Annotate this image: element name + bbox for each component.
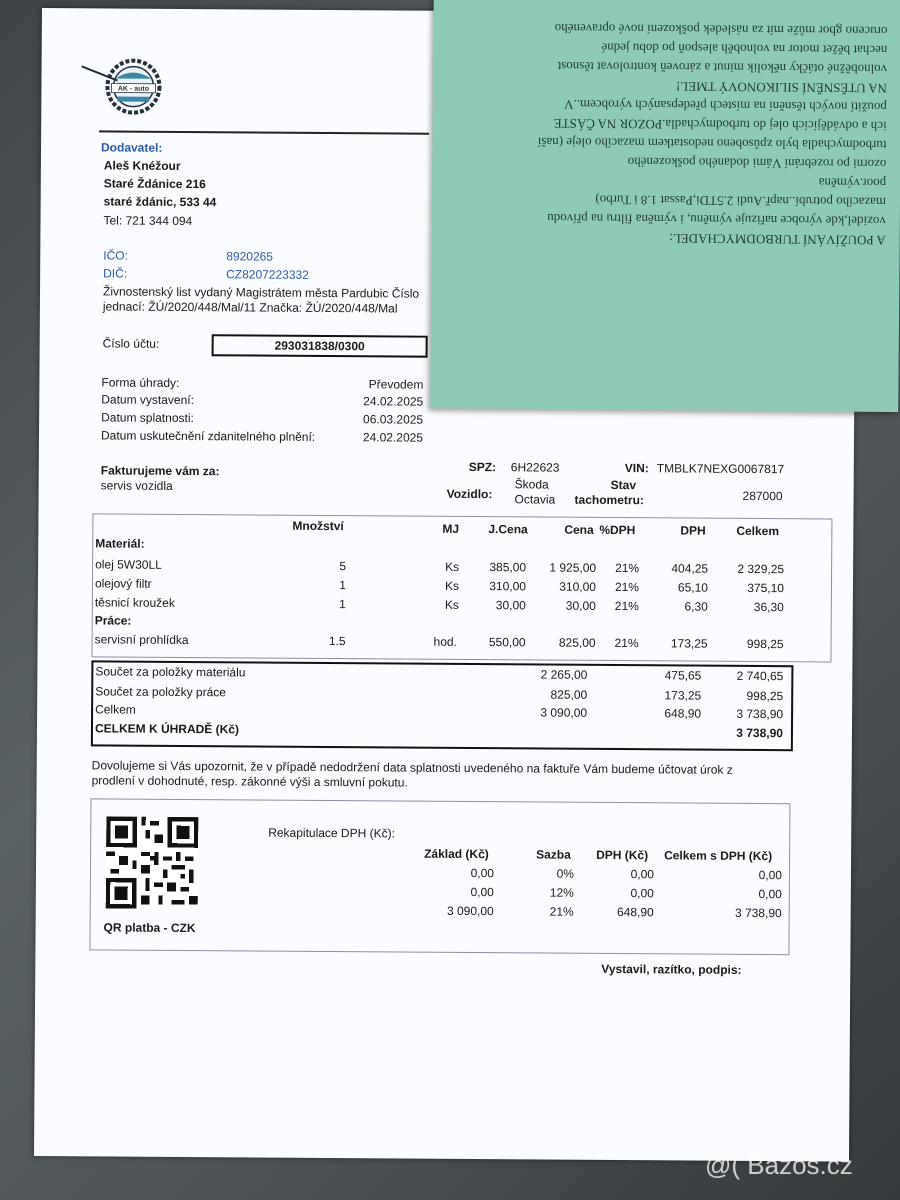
license-line-1: Živnostenský list vydaný Magistrátem města Pardubic Číslo	[102, 284, 420, 301]
item-name: olej 5W30LL	[95, 557, 162, 572]
summary-vat: 648,90	[664, 706, 702, 721]
note-line: ich a odvádějících olej do turbodmychadla.POZOR NA ČÁSTE	[553, 116, 887, 134]
col-unit-price: J.Cena	[488, 522, 528, 537]
notice-line-1: Dovolujeme si Vás upozornit, že v případě nedodržení data splatnosti uvedeného na faktuře Vám budeme účtovat úrok z	[91, 758, 733, 777]
col-vat-pct: %DPH	[599, 522, 636, 538]
item-qty: 5	[339, 559, 347, 574]
account-number: 293031838/0300	[274, 338, 365, 354]
qr-label: QR platba - CZK	[103, 920, 196, 936]
taxable-label: Datum uskutečnění zdanitelného plnění:	[100, 428, 316, 444]
item-name: olejový filtr	[94, 576, 152, 591]
recap-base: 0,00	[470, 866, 495, 881]
item-price: 1 925,00	[549, 560, 597, 575]
item-unit: 30,00	[495, 598, 526, 613]
col-qty: Množství	[292, 518, 344, 534]
recap-col-total: Celkem s DPH (Kč)	[664, 848, 773, 864]
note-line: NA UTĚSNĚNÍ SILIKONOVÝ TMEL!	[675, 79, 888, 96]
vin-value: TMBLK7NEXG0067817	[656, 461, 785, 477]
signature-label: Vystavil, razítko, podpis:	[601, 961, 742, 977]
item-vat: 6,30	[684, 599, 708, 614]
recap-col-rate: Sazba	[536, 847, 571, 862]
payment-form: Převodem	[368, 377, 424, 392]
vin-label: VIN:	[624, 461, 649, 476]
grand-total-value: 3 738,90	[736, 725, 784, 741]
license-line-2: jednací: ŽÚ/2020/448/Mal/11 Značka: ŽÚ/2020/448/Mal	[102, 299, 398, 316]
material-section: Materiál:	[95, 536, 145, 551]
item-total: 998,25	[746, 636, 784, 652]
issued-label: Datum vystavení:	[101, 392, 195, 408]
note-line: volnoběžné otáčky několik minut a zároveň kontrolovat těsnost	[557, 59, 888, 77]
spz-label: SPZ:	[468, 459, 497, 475]
summary-label: Součet za položky práce	[95, 684, 227, 700]
summary-base: 825,00	[550, 687, 588, 702]
invoice-for-label: Fakturujeme vám za:	[100, 463, 220, 479]
account-box	[212, 334, 428, 358]
recap-rate: 21%	[549, 904, 574, 919]
due-date: 06.03.2025	[363, 412, 424, 427]
recap-vat: 0,00	[630, 886, 654, 901]
item-unit: 310,00	[489, 579, 527, 594]
recap-vat: 0,00	[630, 867, 655, 882]
item-total: 2 329,25	[737, 561, 785, 577]
note-line: ozorni po rozebrání Vámi dodaného poškozeného	[627, 154, 887, 172]
spz-value: 6H22623	[510, 460, 560, 475]
work-section: Práce:	[94, 613, 132, 628]
recap-col-base: Základ (Kč)	[424, 846, 489, 862]
item-vat-pct: 21%	[614, 636, 639, 651]
recap-total: 0,00	[758, 887, 782, 902]
recap-vat: 648,90	[616, 905, 654, 920]
note-line: nechat běžet motor na volnoběh alespoň po dobu jedné	[601, 40, 888, 58]
col-price: Cena	[564, 522, 594, 537]
dic-label: DIČ:	[103, 266, 128, 281]
summary-total: 998,25	[746, 688, 784, 704]
item-total: 36,30	[753, 599, 784, 615]
summary-total: 2 740,65	[736, 668, 784, 684]
recap-total: 3 738,90	[734, 905, 782, 921]
due-label: Datum splatnosti:	[101, 410, 194, 426]
item-price: 825,00	[558, 635, 596, 650]
item-price: 310,00	[559, 579, 597, 594]
vat-recap-title: Rekapitulace DPH (Kč):	[268, 825, 396, 841]
item-vat-pct: 21%	[614, 580, 640, 595]
dic-value: CZ8207223332	[226, 267, 309, 282]
summary-base: 3 090,00	[540, 705, 588, 720]
recap-col-vat: DPH (Kč)	[596, 847, 649, 863]
item-qty: 1.5	[328, 634, 346, 649]
qr-code-icon	[106, 816, 199, 909]
item-vat: 65,10	[677, 580, 709, 595]
note-line: poor.výměna	[818, 175, 887, 191]
recap-total: 0,00	[758, 868, 783, 883]
ak-auto-logo	[81, 56, 176, 117]
supplier-heading: Dodavatel:	[100, 140, 163, 155]
recap-rate: 0%	[556, 866, 575, 881]
odometer-label-2: tachometru:	[574, 492, 644, 508]
vehicle-model: Octavia	[514, 492, 556, 507]
item-mj: Ks	[445, 559, 460, 574]
note-line: mazacího potrubí..např.Audi 2.5TDi,Passat 1.8 i Turbo)	[595, 192, 887, 210]
supplier-street: Staré Ždánice 216	[103, 176, 206, 192]
summary-label: Součet za položky materiálu	[95, 664, 246, 680]
logo-text: AK - auto	[117, 85, 150, 93]
col-total: Celkem	[736, 523, 780, 539]
item-mj: Ks	[444, 597, 459, 612]
notice-line-2: prodlení v dohodnuté, resp. zákonné výši a smluvní pokutu.	[91, 773, 408, 790]
item-vat-pct: 21%	[615, 561, 640, 576]
item-vat: 173,25	[670, 636, 708, 651]
item-unit: 385,00	[489, 560, 527, 575]
note-line: vozidel,kde výrobce nařizuje výměnu, i výměna filtru na přívodu	[547, 210, 886, 229]
summary-vat: 475,65	[664, 668, 702, 683]
item-total: 375,10	[747, 580, 785, 596]
item-price: 30,00	[565, 598, 596, 613]
item-qty: 1	[339, 597, 346, 612]
recap-base: 3 090,00	[446, 903, 494, 919]
invoice-for-value: servis vozidla	[100, 478, 173, 493]
vehicle-make: Škoda	[514, 477, 549, 492]
supplier-phone: Tel: 721 344 094	[103, 213, 193, 229]
item-name: těsnicí kroužek	[94, 595, 175, 610]
col-vat: DPH	[680, 523, 706, 538]
account-label: Číslo účtu:	[102, 336, 160, 351]
item-mj: Ks	[444, 578, 460, 593]
item-mj: hod.	[433, 634, 457, 649]
grand-total-label: CELKEM K ÚHRADĚ (Kč)	[94, 721, 240, 737]
odometer-value: 287000	[742, 488, 783, 504]
vehicle-label: Vozidlo:	[446, 486, 493, 502]
ico-value: 8920265	[226, 249, 274, 264]
item-name: servisní prohlídka	[94, 632, 189, 648]
note-line: použití nových těsnění na místech předepsaných výrobcem..V	[564, 97, 887, 115]
col-mj: MJ	[442, 521, 460, 536]
note-line: turbodmychadla bylo způsobeno nedostatkem mazacího oleje (naší	[537, 134, 887, 153]
odometer-label-1: Stav	[610, 477, 637, 493]
item-unit: 550,00	[488, 635, 526, 650]
payment-form-label: Forma úhrady:	[101, 375, 180, 390]
taxable-date: 24.02.2025	[362, 430, 424, 445]
green-note-paper	[430, 0, 900, 412]
summary-vat: 173,25	[664, 688, 702, 703]
summary-total: 3 738,90	[736, 706, 784, 722]
item-vat: 404,25	[671, 561, 709, 576]
summary-label: Celkem	[95, 702, 136, 717]
recap-rate: 12%	[549, 885, 574, 900]
header-divider	[99, 130, 429, 134]
item-qty: 1	[339, 578, 347, 593]
supplier-name: Aleš Knéžour	[103, 158, 181, 173]
recap-base: 0,00	[470, 885, 494, 900]
ico-label: IČO:	[103, 248, 128, 263]
note-line: oruceno gbor může mít za následek poškození nové opraveného	[554, 21, 888, 39]
supplier-city: staré ždánic, 533 44	[103, 194, 217, 210]
issued-date: 24.02.2025	[363, 394, 424, 409]
bazos-watermark: @( Bazos.cz	[705, 1150, 853, 1180]
item-vat-pct: 21%	[614, 599, 639, 614]
summary-base: 2 265,00	[540, 667, 588, 682]
note-line: A POUŽÍVÁNÍ TURBODMYCHADEL:	[669, 231, 886, 248]
